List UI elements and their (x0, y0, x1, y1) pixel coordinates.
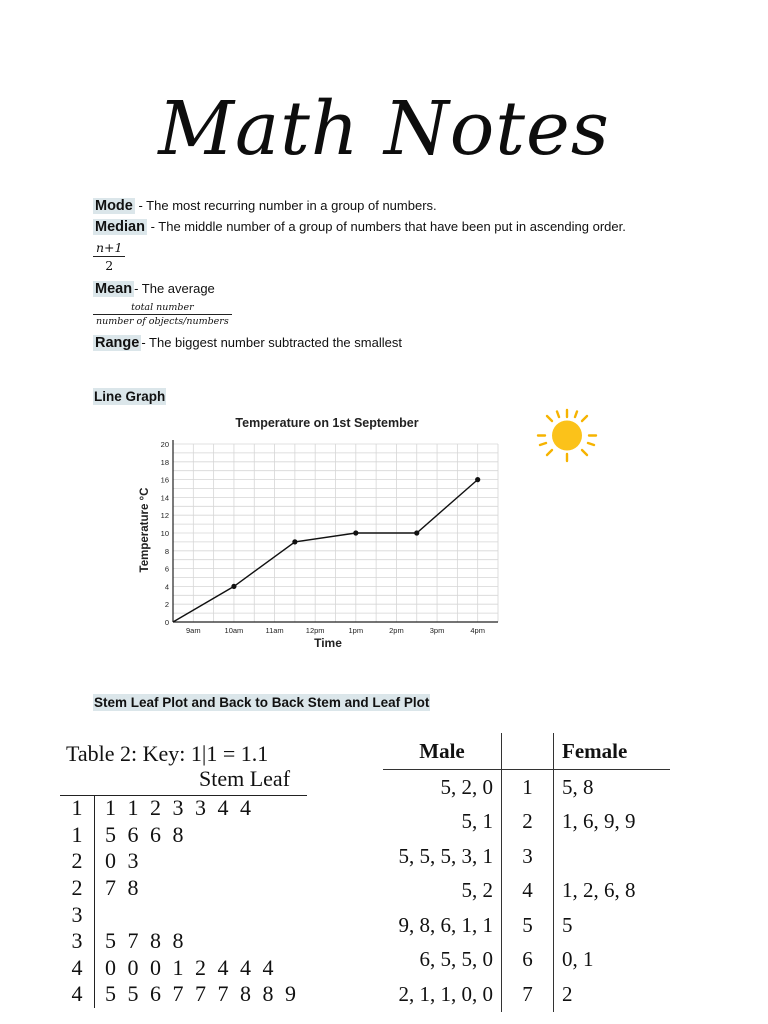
x-tick-label: 2pm (389, 626, 404, 635)
male-cell: 5, 2 (461, 878, 493, 903)
median-text: - The middle number of a group of numbers that have been put in ascending order. (146, 219, 626, 234)
y-tick-label: 0 (164, 618, 169, 627)
male-cell: 5, 1 (461, 809, 493, 834)
female-cell: 1, 2, 6, 8 (562, 878, 636, 903)
stem-cell: 4 (60, 981, 95, 1008)
table-row (383, 839, 670, 874)
leaf-cell: 1 1 2 3 3 4 4 (105, 795, 254, 821)
table-row (383, 977, 670, 1012)
leaf-cell: 0 0 0 1 2 4 4 4 (105, 954, 277, 980)
male-cell: 5, 5, 5, 3, 1 (398, 843, 493, 868)
leaf-cell: 5 5 6 7 7 7 8 8 9 (105, 981, 299, 1007)
sun-icon (536, 408, 598, 464)
female-cell: 2 (562, 981, 573, 1006)
y-tick-labels (161, 440, 169, 627)
data-point (475, 477, 480, 482)
table-row (383, 943, 670, 978)
y-tick-label: 8 (164, 546, 169, 556)
x-tick-label: 3pm (429, 626, 445, 635)
table-row (383, 770, 670, 805)
male-cell: 6, 5, 5, 0 (419, 947, 493, 972)
median-formula-denominator: 2 (93, 256, 125, 274)
mean-formula-numerator: total number (131, 302, 194, 313)
stem-cell: 3 (60, 928, 95, 955)
mean-term: Mean (95, 281, 133, 297)
mode-definition (93, 195, 733, 216)
stem-cell: 6 (502, 943, 554, 978)
chart-title: Temperature on 1st September (235, 416, 419, 430)
x-tick-label: 12pm (305, 626, 325, 635)
table-row (383, 874, 670, 909)
y-axis-label: Temperature °C (139, 487, 151, 573)
y-tick-label: 2 (164, 600, 169, 610)
table-row (60, 901, 307, 928)
female-header: Female (554, 733, 671, 770)
x-tick-label: 9am (186, 626, 201, 635)
data-point (292, 539, 297, 544)
y-tick-label: 10 (160, 529, 169, 538)
table-row (60, 981, 307, 1008)
stem-cell: 5 (502, 908, 554, 943)
female-cell: 5 (562, 912, 573, 937)
table-row (383, 908, 670, 943)
x-axis-label: Time (314, 636, 342, 650)
stem-leaf-table (60, 795, 307, 1008)
female-cell: 1, 6, 9, 9 (562, 809, 636, 834)
range-term: Range (95, 335, 140, 351)
range-definition (93, 332, 733, 353)
y-tick-label: 16 (160, 475, 169, 485)
back-to-back-table (383, 733, 670, 1012)
female-cell: 0, 1 (562, 947, 594, 972)
table-row (60, 875, 307, 902)
leaf-cell: 0 3 (105, 848, 142, 874)
y-tick-label: 4 (164, 582, 169, 592)
stem-cell: 3 (502, 839, 554, 874)
line-chart (132, 408, 507, 653)
stem-cell: 7 (502, 977, 554, 1012)
table2-header: Stem Leaf (199, 766, 291, 791)
definitions (93, 195, 733, 353)
table2-caption: Table 2: Key: 1|1 = 1.1 (66, 741, 269, 766)
stem-cell: 1 (60, 795, 95, 822)
leaf-cell: 5 6 6 8 (105, 821, 187, 847)
x-tick-label: 10am (224, 626, 244, 635)
male-cell: 9, 8, 6, 1, 1 (398, 912, 493, 937)
x-tick-labels (186, 626, 485, 635)
stem-cell: 2 (502, 805, 554, 840)
y-tick-label: 18 (160, 457, 169, 467)
table-row (60, 955, 307, 982)
female-cell (554, 839, 671, 874)
stem-cell: 2 (60, 875, 95, 902)
page-title: Math Notes (158, 86, 610, 172)
stem-cell: 4 (60, 955, 95, 982)
male-header: Male (383, 733, 502, 770)
stem-cell: 1 (502, 770, 554, 805)
range-text: - The biggest number subtracted the smallest (141, 335, 402, 350)
chart-grid (173, 444, 498, 622)
male-cell: 2, 1, 1, 0, 0 (398, 981, 493, 1006)
mean-formula-denominator: number of objects/numbers (93, 314, 232, 328)
x-tick-label: 4pm (470, 626, 485, 635)
stem-header (502, 733, 554, 770)
mode-text: - The most recurring number in a group of numbers. (134, 198, 437, 213)
stem-cell: 3 (60, 901, 95, 928)
stem-cell: 4 (502, 874, 554, 909)
y-tick-label: 6 (164, 564, 169, 574)
mode-term: Mode (95, 198, 133, 214)
mean-text: - The average (134, 281, 215, 296)
mean-formula (93, 301, 232, 328)
stem-cell: 2 (60, 848, 95, 875)
data-point (353, 530, 358, 535)
table-row (60, 928, 307, 955)
line-graph-heading: Line Graph (94, 389, 166, 404)
leaf-cell: 7 8 (105, 875, 142, 901)
y-tick-label: 14 (160, 493, 169, 503)
x-tick-label: 1pm (348, 626, 364, 635)
median-term: Median (95, 219, 145, 235)
male-cell: 5, 2, 0 (440, 774, 493, 799)
data-point (414, 530, 419, 535)
leaf-cell (95, 901, 308, 928)
mean-definition (93, 278, 733, 299)
median-definition (93, 216, 733, 237)
data-point (231, 584, 236, 589)
female-cell: 5, 8 (562, 774, 594, 799)
y-tick-label: 12 (160, 511, 169, 521)
table-row (60, 822, 307, 849)
y-tick-label: 20 (160, 440, 169, 449)
table-row (383, 805, 670, 840)
x-tick-label: 11am (265, 626, 284, 635)
table-row (60, 795, 307, 822)
median-formula (93, 239, 125, 274)
median-formula-numerator: n+1 (96, 240, 123, 255)
leaf-cell: 5 7 8 8 (105, 928, 187, 954)
table-row (60, 848, 307, 875)
stem-cell: 1 (60, 822, 95, 849)
stem-leaf-heading: Stem Leaf Plot and Back to Back Stem and Leaf Plot (94, 695, 430, 710)
